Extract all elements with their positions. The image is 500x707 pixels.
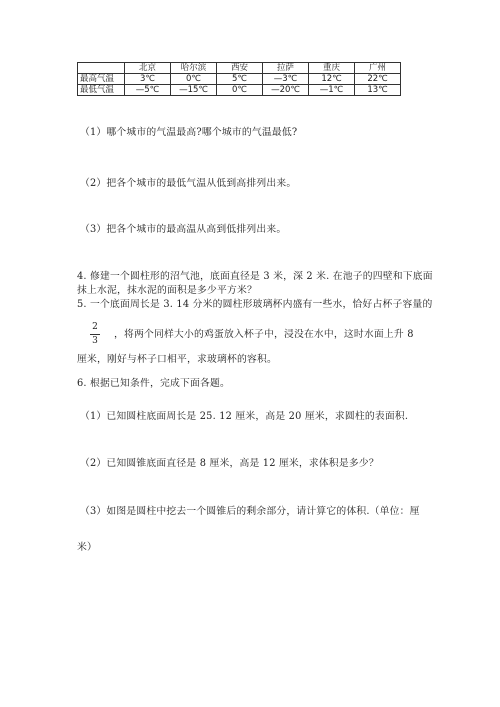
table-cell: —20℃ xyxy=(263,85,309,96)
city-header: 北京 xyxy=(125,63,171,74)
row-label: 最低气温 xyxy=(78,85,125,96)
problem-5-line-1: 5. 一个底面周长是 3. 14 分米的圆柱形玻璃杯内盛有一些水，恰好占杯子容量的 xyxy=(77,299,433,310)
table-cell: 12℃ xyxy=(309,74,355,85)
table-cell: 22℃ xyxy=(355,74,401,85)
problem-6-title: 6. 根据已知条件，完成下面各题。 xyxy=(77,378,231,389)
table-cell: —3℃ xyxy=(263,74,309,85)
problem-4-line-1: 4. 修建一个圆柱形的沼气池，底面直径是 3 米，深 2 米. 在池子的四壁和下底面 xyxy=(77,271,433,282)
table-cell: 3℃ xyxy=(125,74,171,85)
city-header: 哈尔滨 xyxy=(171,63,217,74)
city-header: 重庆 xyxy=(309,63,355,74)
fraction-two-thirds xyxy=(90,322,100,347)
problem-6-part-1: （1）已知圆柱底面周长是 25. 12 厘米，高是 20 厘米，求圆柱的表面积. xyxy=(80,411,409,422)
table-cell: 5℃ xyxy=(217,74,263,85)
question-2: （2）把各个城市的最低气温从低到高排列出来。 xyxy=(80,178,297,189)
table-cell: —15℃ xyxy=(171,85,217,96)
fraction-denominator: 3 xyxy=(92,336,98,346)
table-cell: —5℃ xyxy=(125,85,171,96)
table-row xyxy=(78,74,401,85)
table-row xyxy=(78,85,401,96)
problem-6-part-2: （2）已知圆锥底面直径是 8 厘米，高是 12 厘米，求体积是多少？ xyxy=(80,458,379,469)
question-1: （1）哪个城市的气温最高?哪个城市的气温最低? xyxy=(80,127,298,138)
question-3: （3）把各个城市的最高温从高到低排列出来。 xyxy=(80,224,287,235)
problem-5-line-2: ，将两个同样大小的鸡蛋放入杯子中，浸没在水中，这时水面上升 8 xyxy=(114,329,414,340)
table-cell: 0℃ xyxy=(171,74,217,85)
fraction-bar xyxy=(90,334,100,335)
problem-6-part-3-line-1: （3）如图是圆柱中挖去一个圆锥后的剩余部分，请计算它的体积.（单位：厘 xyxy=(80,506,420,517)
problem-4-line-2: 抹上水泥，抹水泥的面积是多少平方米？ xyxy=(77,285,257,296)
table-corner-cell xyxy=(78,63,125,74)
table-header-row xyxy=(78,63,401,74)
city-header: 拉萨 xyxy=(263,63,309,74)
table-cell: 0℃ xyxy=(217,85,263,96)
temperature-table xyxy=(77,62,401,96)
problem-5-line-3: 厘米，刚好与杯子口相平，求玻璃杯的容积。 xyxy=(77,354,277,365)
row-label: 最高气温 xyxy=(78,74,125,85)
city-header: 广州 xyxy=(355,63,401,74)
table-cell: 13℃ xyxy=(355,85,401,96)
city-header: 西安 xyxy=(217,63,263,74)
table-cell: —1℃ xyxy=(309,85,355,96)
problem-6-part-3-line-2: 米） xyxy=(77,542,97,553)
fraction-numerator: 2 xyxy=(92,322,98,332)
